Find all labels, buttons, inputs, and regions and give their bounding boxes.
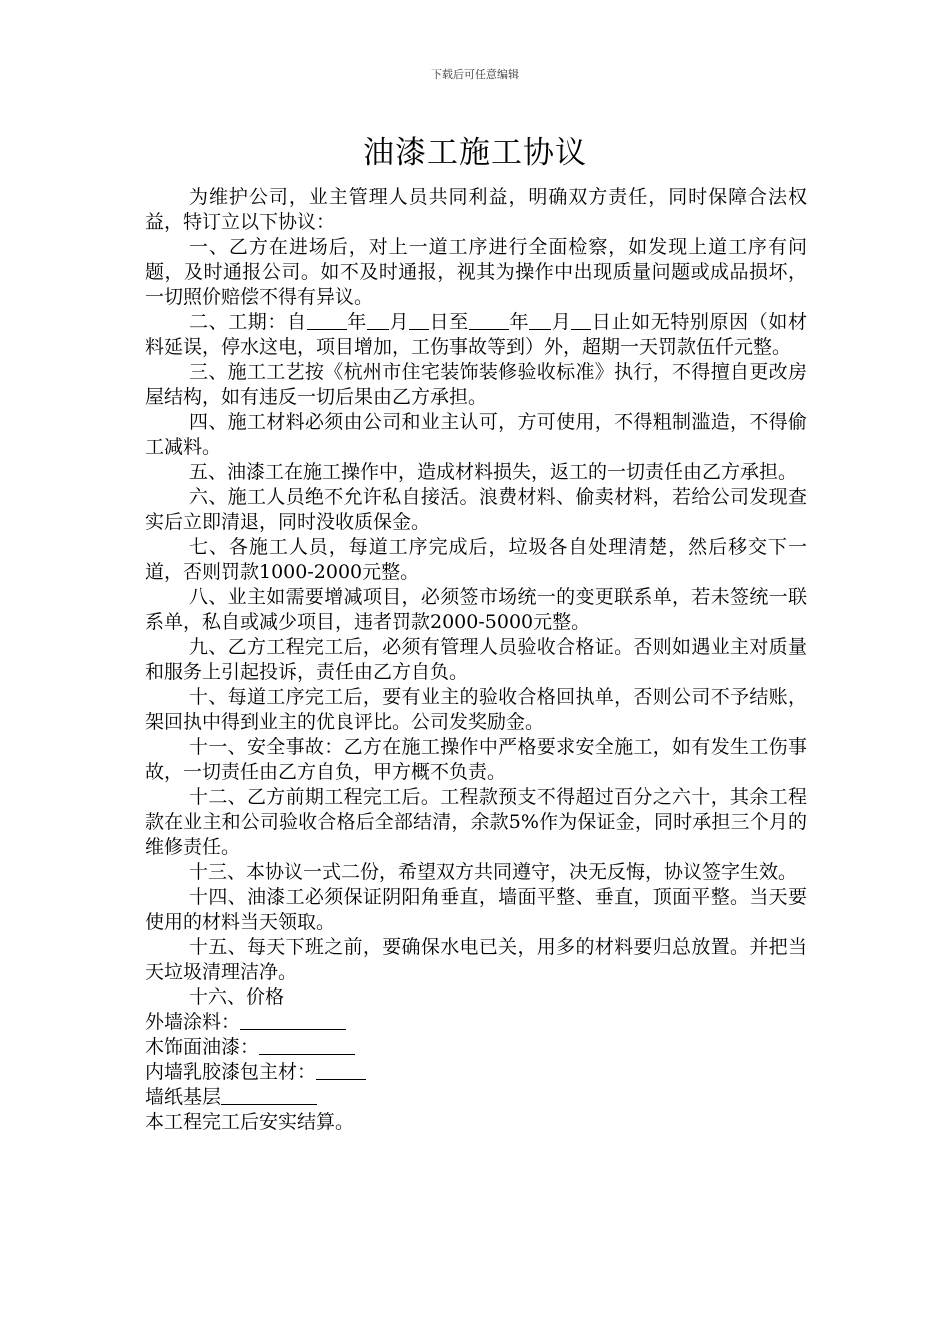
clause-12: 十二、乙方前期工程完工后。工程款预支不得超过百分之六十，其余工程款在业主和公司验收合格后全部结清，余款5%作为保证金，同时承担三个月的维修责任。 — [145, 786, 807, 858]
schedule-text: 月 — [551, 311, 572, 333]
clause-11: 十一、安全事故：乙方在施工操作中严格要求安全施工，如有发生工伤事故，一切责任由乙方自负，甲方概不负责。 — [145, 736, 807, 783]
clause-8: 八、业主如需要增减项目，必须签市场统一的变更联系单，若未签统一联系单，私自或减少项目，违者罚款2000-5000元整。 — [145, 586, 807, 633]
price-label: 外墙涂料： — [145, 1011, 241, 1033]
clause-9: 九、乙方工程完工后，必须有管理人员验收合格证。否则如遇业主对质量和服务上引起投诉，责任由乙方自负。 — [145, 636, 807, 683]
price-wallpaper-base — [145, 1085, 807, 1110]
clause-7: 七、各施工人员，每道工序完成后，垃圾各自处理清楚，然后移交下一道，否则罚款1000-2000元整。 — [145, 536, 807, 583]
schedule-text: 年 — [508, 311, 530, 333]
clause-3: 三、施工工艺按《杭州市住宅装饰装修验收标准》执行，不得擅自更改房屋结构，如有违反一切后果由乙方承担。 — [145, 361, 807, 408]
document-title: 油漆工施工协议 — [363, 135, 587, 171]
clause-16: 十六、价格 — [189, 986, 285, 1008]
price-interior-latex — [145, 1060, 807, 1085]
price-exterior-blank[interactable] — [240, 1011, 346, 1030]
price-wood-paint — [145, 1035, 807, 1060]
price-label: 内墙乳胶漆包主材： — [145, 1061, 317, 1083]
schedule-text: 月 — [388, 311, 410, 333]
start-year-blank[interactable] — [307, 311, 347, 330]
clause-1: 一、乙方在进场后，对上一道工序进行全面检察，如发现上道工序有问题，及时通报公司。如不及时通报，视其为操作中出现质量问题或成品损坏，一切照价赔偿不得有异议。 — [145, 236, 807, 308]
schedule-text: 日止如无特别原因（如材料延误，停水这电，项目增加，工伤事故等到）外，超期一天罚款伍仟元整。 — [145, 311, 807, 358]
clause-5: 五、油漆工在施工操作中，造成材料损失，返工的一切责任由乙方承担。 — [189, 461, 798, 483]
price-exterior-coating — [145, 1010, 807, 1035]
price-wood-blank[interactable] — [259, 1036, 355, 1055]
clause-2-schedule — [145, 310, 807, 360]
intro-paragraph: 为维护公司，业主管理人员共同利益，明确双方责任，同时保障合法权益，特订立以下协议： — [145, 186, 807, 233]
clause-4: 四、施工材料必须由公司和业主认可，方可使用，不得粗制滥造，不得偷工减料。 — [145, 411, 807, 458]
clause-10: 十、每道工序完工后，要有业主的验收合格回执单，否则公司不予结账，架回执中得到业主的优良评比。公司发奖励金。 — [145, 686, 807, 733]
end-month-blank[interactable] — [529, 311, 551, 330]
price-latex-blank[interactable] — [316, 1061, 366, 1080]
clause-15: 十五、每天下班之前，要确保水电已关，用多的材料要归总放置。并把当天垃圾清理洁净。 — [145, 936, 807, 983]
clause-6: 六、施工人员绝不允许私自接活。浪费材料、偷卖材料，若给公司发现查实后立即清退，同时没收质保金。 — [145, 486, 807, 533]
schedule-text: 年 — [346, 311, 367, 333]
clause-14: 十四、油漆工必须保证阴阳角垂直，墙面平整、垂直，顶面平整。当天要使用的材料当天领取。 — [145, 886, 807, 933]
agreement-body — [145, 185, 807, 1135]
start-month-blank[interactable] — [367, 311, 389, 330]
end-day-blank[interactable] — [571, 311, 591, 330]
schedule-text: 二、工期：自 — [189, 311, 307, 333]
closing-line: 本工程完工后安实结算。 — [145, 1111, 355, 1133]
header-note: 下载后可任意编辑 — [431, 68, 519, 81]
end-year-blank[interactable] — [469, 311, 509, 330]
price-label: 墙纸基层 — [145, 1086, 222, 1108]
start-day-blank[interactable] — [409, 311, 429, 330]
clause-13: 十三、本协议一式二份，希望双方共同遵守，决无反悔，协议签字生效。 — [189, 861, 798, 883]
price-wallpaper-blank[interactable] — [221, 1086, 317, 1105]
price-label: 木饰面油漆： — [145, 1036, 260, 1058]
schedule-text: 日至 — [429, 311, 469, 333]
